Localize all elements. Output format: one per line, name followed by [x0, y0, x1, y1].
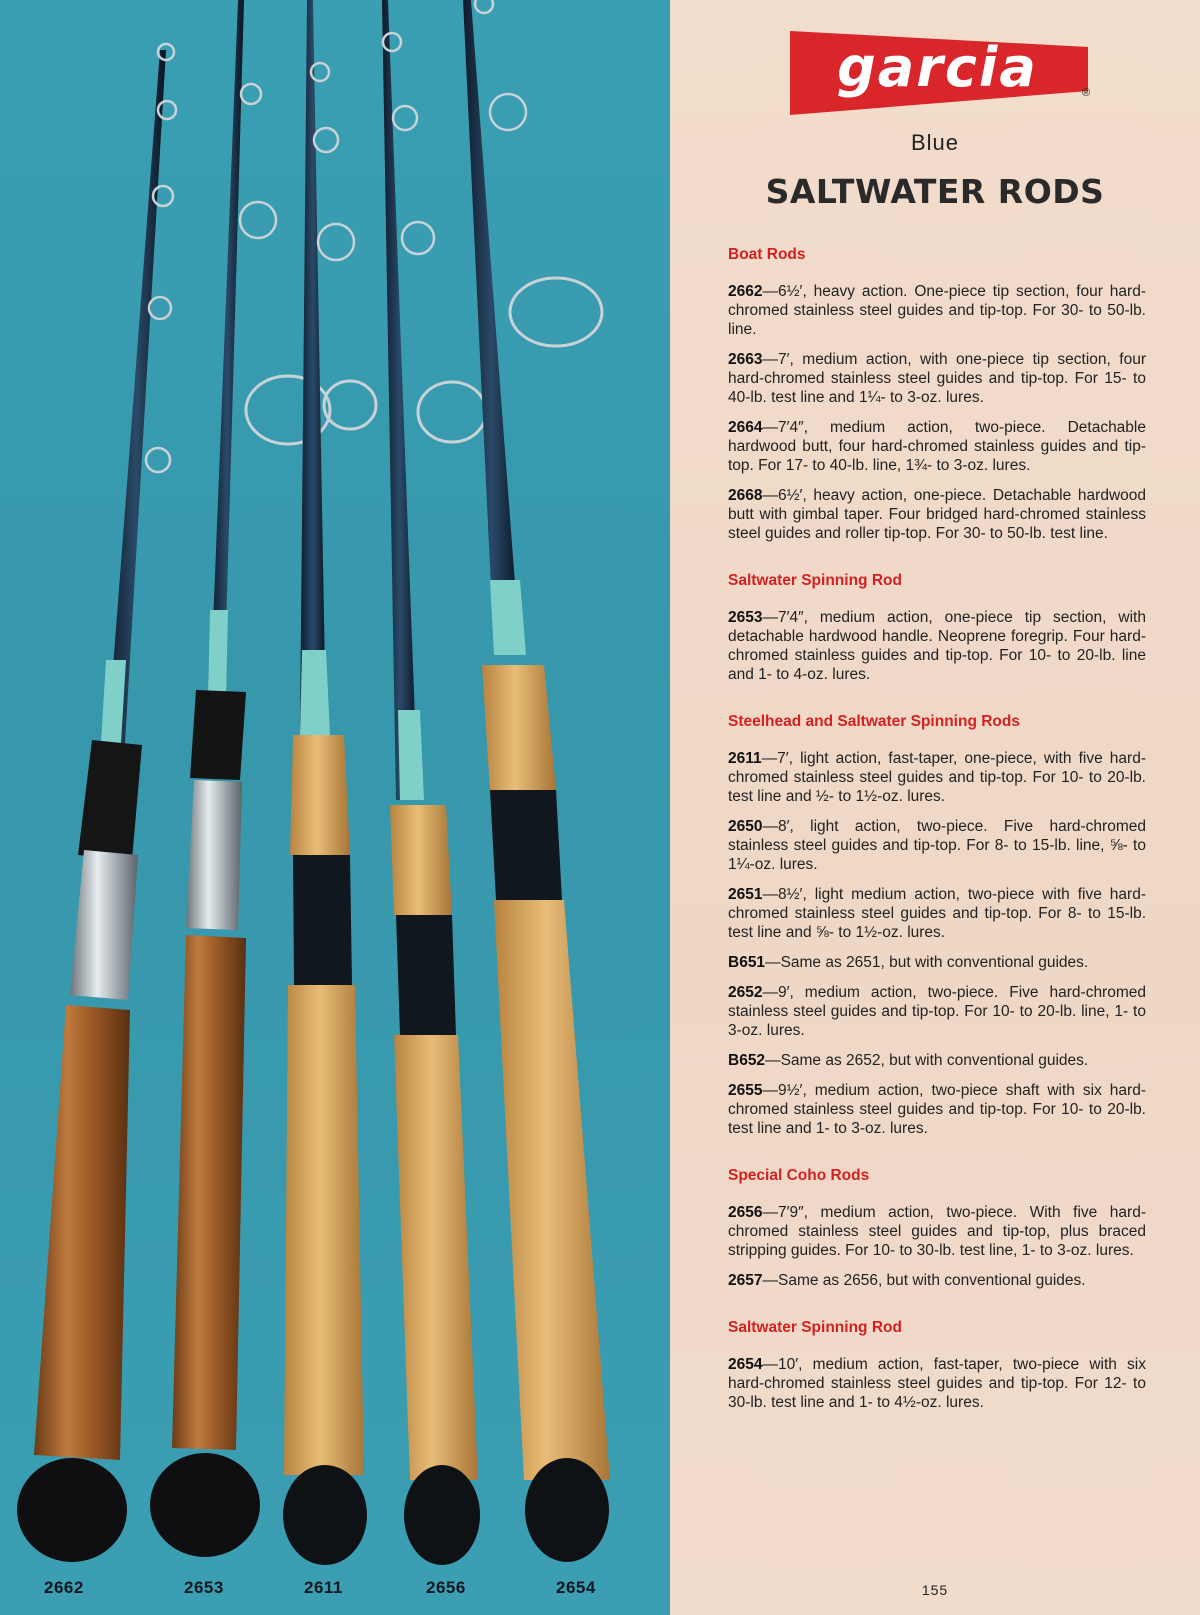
model-description: —Same as 2652, but with conventional guides. [765, 1052, 1089, 1069]
rod-entry [728, 817, 1146, 874]
model-number: 2657 [728, 1272, 763, 1289]
rod-entry [728, 885, 1146, 942]
rod-entry [728, 1355, 1146, 1412]
model-number: 2650 [728, 818, 763, 835]
rod-listings [728, 246, 1146, 1423]
rod-entry [728, 608, 1146, 684]
model-number: 2651 [728, 886, 763, 903]
section-gap [728, 1149, 1146, 1167]
rod-entry [728, 486, 1146, 543]
garcia-logo [790, 31, 1090, 115]
rod-entry [728, 418, 1146, 475]
rod-label: 2656 [426, 1578, 466, 1597]
page-title: SALTWATER RODS [765, 172, 1105, 211]
section-heading: Special Coho Rods [728, 1167, 870, 1184]
logo-text: garcia [837, 36, 1038, 99]
rod-entry [728, 983, 1146, 1040]
rod-label: 2611 [304, 1578, 343, 1597]
model-description: —10′, medium action, fast-taper, two-piece with six hard-chromed stainless steel guides and tip-top. For 12- to 30-lb. test line and 1- to 4½-oz. lures. [728, 1356, 1146, 1411]
rod-2662 [17, 44, 176, 1562]
model-number: 2656 [728, 1204, 763, 1221]
model-number: 2652 [728, 984, 763, 1001]
section-heading: Boat Rods [728, 246, 806, 263]
model-number: 2662 [728, 283, 763, 300]
section-gap [728, 554, 1146, 572]
registered-mark: ® [1082, 87, 1091, 99]
kicker: Blue [910, 130, 960, 155]
model-description: —6½′, heavy action, one-piece. Detachable hardwood butt with gimbal taper. Four bridged hard-chromed stainless steel guides and roller tip-top. For 30- to 50-lb. test line. [728, 487, 1146, 542]
model-description: —Same as 2656, but with conventional guides. [762, 1272, 1086, 1289]
model-description: —7′, light action, fast-taper, one-piece, with five hard-chromed stainless steel guides and tip-top. For 10- to 20-lb. test line and ½- to 1½-oz. lures. [728, 750, 1146, 805]
rod-label: 2662 [44, 1578, 84, 1597]
page-number: 155 [921, 1582, 949, 1598]
rod-2656 [382, 0, 486, 1565]
model-number: 2668 [728, 487, 763, 504]
model-number: B651 [728, 954, 766, 971]
rod-entry [728, 1081, 1146, 1138]
model-number: B652 [728, 1052, 766, 1069]
rod-2654 [463, 0, 610, 1562]
section-heading: Saltwater Spinning Rod [728, 572, 902, 589]
rod-entry [728, 953, 1146, 972]
rod-entry [728, 1271, 1146, 1290]
rod-label: 2654 [556, 1578, 596, 1597]
model-number: 2654 [728, 1356, 763, 1373]
section-gap [728, 695, 1146, 713]
model-number: 2653 [728, 609, 763, 626]
model-description: —7′9″, medium action, two-piece. With five hard-chromed stainless steel guides and tip-top, plus braced stripping guides. For 10- to 30-lb. test line, 1- to 3-oz. lures. [728, 1204, 1146, 1259]
model-number: 2664 [728, 419, 763, 436]
model-description: —7′4″, medium action, two-piece. Detachable hardwood butt, four hard-chromed stainless guides and tip-top. For 17- to 40-lb. line, 1¾- to 3-oz. lures. [728, 419, 1146, 474]
rod-label: 2653 [184, 1578, 224, 1597]
rod-entry [728, 749, 1146, 806]
section-gap [728, 1301, 1146, 1319]
model-description: —9½′, medium action, two-piece shaft with six hard-chromed stainless steel guides and tip-top. For 10- to 20-lb. test line and 1- to 3-oz. lures. [728, 1082, 1146, 1137]
model-description: —Same as 2651, but with conventional guides. [765, 954, 1089, 971]
model-description: —7′, medium action, with one-piece tip section, four hard-chromed stainless steel guides and tip-top. For 15- to 40-lb. test line and 1¼- to 3-oz. lures. [728, 351, 1146, 406]
model-number: 2663 [728, 351, 763, 368]
model-description: —7′4″, medium action, one-piece tip section, with detachable hardwood handle. Neoprene foregrip. Four hard-chromed stainless guides and tip-top. For 10- to 20-lb. line and 1- to 4-oz. lures. [728, 609, 1146, 683]
model-description: —8½′, light medium action, two-piece with five hard-chromed stainless steel guides and tip-top. For 8- to 15-lb. test line and ⅝- to 1½-oz. lures. [728, 886, 1146, 941]
rod-entry [728, 1203, 1146, 1260]
section-heading: Saltwater Spinning Rod [728, 1319, 902, 1336]
rod-entry [728, 350, 1146, 407]
model-description: —9′, medium action, two-piece. Five hard-chromed stainless steel guides and tip-top. For 10- to 20-lb. line, 1- to 3-oz. lures. [728, 984, 1146, 1039]
model-description: —6½′, heavy action. One-piece tip section, four hard-chromed stainless steel guides and tip-top. For 30- to 50-lb. line. [728, 283, 1146, 338]
rod-2611 [283, 0, 376, 1565]
model-description: —8′, light action, two-piece. Five hard-chromed stainless steel guides and tip-top. For 8- to 15-lb. line, ⅝- to 1¼-oz. lures. [728, 818, 1146, 873]
rod-entry [728, 1051, 1146, 1070]
text-column [670, 0, 1200, 1615]
model-number: 2655 [728, 1082, 763, 1099]
section-heading: Steelhead and Saltwater Spinning Rods [728, 713, 1020, 730]
rod-entry [728, 282, 1146, 339]
model-number: 2611 [728, 750, 762, 767]
